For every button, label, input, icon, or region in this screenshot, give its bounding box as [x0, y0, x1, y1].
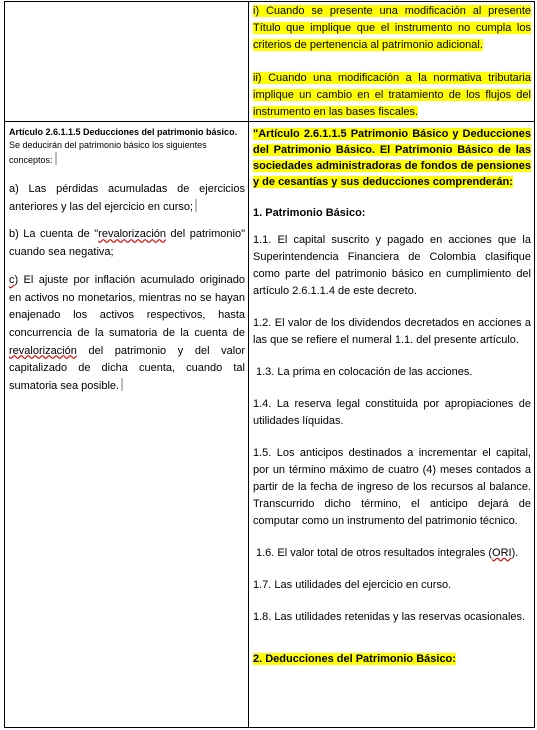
- table-row-bottom: [5, 122, 535, 728]
- section-2-title: 2. Deducciones del Patrimonio Básico:: [253, 653, 456, 665]
- table-row-top: [5, 2, 535, 122]
- right-cell-top: [249, 2, 535, 122]
- left-cell-current-text: [5, 122, 249, 728]
- left-cell-top-empty: [5, 2, 249, 122]
- clause-i: i) Cuando se presente una modificación al presente Título que implique que el instrumento no cumpla los criterios de pertenencia al patrimonio adicional.: [253, 5, 531, 51]
- text-cursor-mark: [195, 199, 197, 212]
- section-1-title: 1. Patrimonio Básico:: [253, 207, 366, 219]
- left-article-title: Artículo 2.6.1.1.5 Deducciones del patrimonio básico.: [9, 127, 238, 137]
- item-1-7: 1.7. Las utilidades del ejercicio en curso.: [253, 579, 452, 591]
- left-article-intro: Se deducirán del patrimonio básico los siguientes conceptos:: [9, 140, 207, 165]
- item-1-1: 1.1. El capital suscrito y pagado en acciones que la Superintendencia Financiera de Colombia clasifique como parte del patrimonio básico en cumplimiento del artículo 2.6.1.1.4 de este decreto.: [253, 234, 531, 297]
- item-1-2: 1.2. El valor de los dividendos decretados en acciones a las que se refiere el numeral 1.1. del presente artículo.: [253, 317, 531, 346]
- left-item-c: c) El ajuste por inflación acumulado originado en activos no monetarios, mientras no se hayan enajenado los activos respectivos, hasta concurrencia de la sumatoria de la cuenta de revalorización del patrimonio y del valor capitalizado de dicha cuenta, cuando tal sumatoria sea posible.: [9, 273, 245, 393]
- comparison-table: [4, 1, 535, 728]
- item-1-3: 1.3. La prima en colocación de las acciones.: [256, 366, 473, 378]
- item-1-4: 1.4. La reserva legal constituida por apropiaciones de utilidades líquidas.: [253, 398, 531, 427]
- item-1-6: 1.6. El valor total de otros resultados integrales (ORI).: [256, 547, 519, 559]
- right-article-heading: "Artículo 2.6.1.1.5 Patrimonio Básico y Deducciones del Patrimonio Básico. El Patrimonio Básico de las sociedades administradoras de fondos de pensiones y de cesantías y sus deducciones comprenderán:: [253, 128, 531, 188]
- left-item-a: a) Las pérdidas acumuladas de ejercicios anteriores y las del ejercicio en curso;: [9, 183, 245, 213]
- text-cursor-mark: [121, 378, 123, 391]
- item-1-5: 1.5. Los anticipos destinados a incrementar el capital, por un término máximo de cuatro (4) meses contados a partir de la fecha de ingreso de los recursos al balance. Transcurrido dicho término, el anticipo dejará de computar como un instrumento del patrimonio técnico.: [253, 447, 531, 527]
- item-1-8: 1.8. Las utilidades retenidas y las reservas ocasionales.: [253, 611, 526, 623]
- right-cell-proposed-text: [249, 122, 535, 728]
- clause-ii: ii) Cuando una modificación a la normativa tributaria implique un cambio en el tratamiento de los flujos del instrumento en las bases fiscales.: [253, 72, 531, 118]
- left-item-b: b) La cuenta de "revalorización del patrimonio" cuando sea negativa;: [9, 228, 245, 259]
- text-cursor-mark: [55, 152, 57, 165]
